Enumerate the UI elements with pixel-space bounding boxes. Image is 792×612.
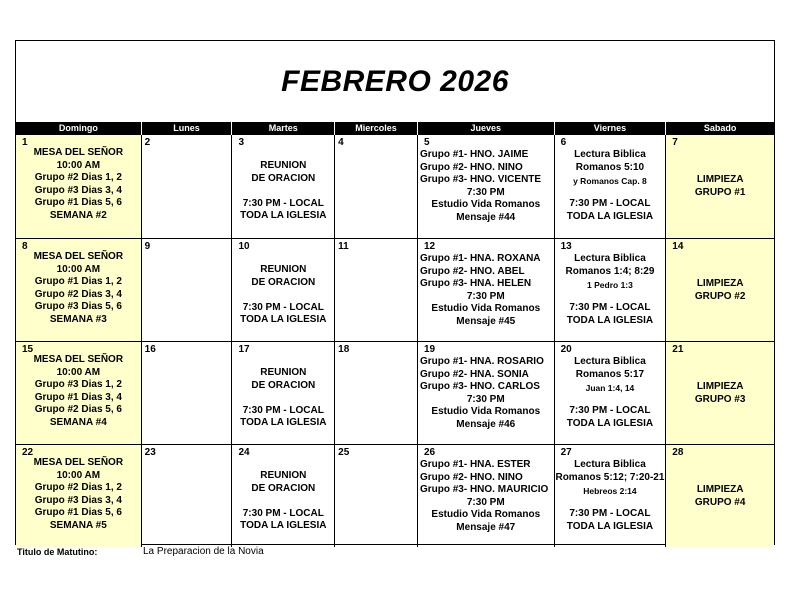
prayer-meeting-line: DE ORACION xyxy=(251,276,316,288)
sunday-line: Grupo #3 Dias 5, 6 xyxy=(34,301,122,312)
day-header-miercoles: Miercoles xyxy=(335,122,418,135)
day-number: 3 xyxy=(238,137,244,148)
day-number: 16 xyxy=(144,344,156,355)
day-cell[interactable] xyxy=(16,135,142,238)
sunday-line: Grupo #1 Dias 5, 6 xyxy=(34,197,122,208)
day-number: 18 xyxy=(338,344,350,355)
day-number: 2 xyxy=(144,137,151,148)
group-leader-line: Grupo #2- HNO. ABEL xyxy=(419,265,525,277)
sunday-line: 10:00 AM xyxy=(56,469,101,481)
reading-title: Lectura Biblica xyxy=(574,356,646,367)
prayer-meeting-line: TODA LA IGLESIA xyxy=(240,210,327,221)
group-leader-line: Grupo #1- HNO. JAIME xyxy=(419,149,529,160)
day-header-martes: Martes xyxy=(232,122,335,135)
day-cell[interactable] xyxy=(666,342,774,444)
day-header-sabado: Sabado xyxy=(703,123,737,133)
prayer-meeting-line: REUNION xyxy=(260,160,307,171)
day-number: 14 xyxy=(672,241,684,252)
sunday-line: Grupo #1 Dias 3, 4 xyxy=(34,391,122,403)
prayer-meeting-line: DE ORACION xyxy=(251,172,316,184)
day-cell[interactable] xyxy=(666,135,774,238)
day-number: 21 xyxy=(672,344,684,355)
sunday-line: SEMANA #2 xyxy=(49,209,107,221)
day-cell[interactable] xyxy=(666,239,774,341)
group-leader-line: Grupo #2- HNO. NINO xyxy=(419,471,523,483)
meeting-time: 7:30 PM xyxy=(466,290,505,302)
calendar-week xyxy=(16,341,774,444)
day-number: 9 xyxy=(144,241,151,252)
day-cell[interactable] xyxy=(666,445,774,547)
day-cell[interactable] xyxy=(335,342,418,444)
group-leader-line: Grupo #3- HNO. CARLOS xyxy=(419,381,540,393)
sunday-line: Grupo #2 Dias 1, 2 xyxy=(34,482,122,493)
day-cell[interactable] xyxy=(335,135,418,238)
sunday-line: Grupo #3 Dias 3, 4 xyxy=(34,494,122,506)
day-number: 15 xyxy=(22,344,34,355)
day-number: 7 xyxy=(672,137,678,148)
weekday-header xyxy=(16,122,774,135)
sunday-line: Grupo #3 Dias 1, 2 xyxy=(34,379,122,390)
cleaning-label: LIMPIEZA xyxy=(696,174,744,185)
sunday-line: SEMANA #3 xyxy=(49,313,107,325)
day-cell[interactable] xyxy=(232,445,335,547)
day-cell[interactable] xyxy=(418,445,555,547)
day-cell[interactable] xyxy=(555,239,667,341)
meeting-time: 7:30 PM - LOCAL xyxy=(569,302,651,313)
group-leader-line: Grupo #2- HNA. SONIA xyxy=(419,368,529,380)
reading-reference: Romanos 5:10 xyxy=(575,161,645,173)
day-cell[interactable] xyxy=(555,342,667,444)
day-number: 25 xyxy=(338,447,350,458)
meeting-audience: TODA LA IGLESIA xyxy=(566,417,654,429)
day-number: 12 xyxy=(423,241,436,252)
day-cell[interactable] xyxy=(335,445,418,547)
sunday-line: SEMANA #4 xyxy=(49,416,107,428)
day-cell[interactable] xyxy=(418,342,555,444)
meeting-time: 7:30 PM - LOCAL xyxy=(569,508,651,519)
meeting-audience: TODA LA IGLESIA xyxy=(566,520,654,532)
group-leader-line: Grupo #1- HNA. ROSARIO xyxy=(419,356,544,367)
day-number: 10 xyxy=(238,241,250,252)
group-leader-line: Grupo #2- HNO. NINO xyxy=(419,161,523,173)
day-number: 19 xyxy=(423,344,436,355)
day-number: 20 xyxy=(560,344,572,355)
reading-reference-2: Juan 1:4, 14 xyxy=(585,382,635,393)
calendar-grid xyxy=(16,135,774,547)
prayer-meeting-line: 7:30 PM - LOCAL xyxy=(242,301,324,313)
prayer-meeting-line: DE ORACION xyxy=(251,482,316,494)
prayer-meeting-line: REUNION xyxy=(260,264,307,275)
meeting-time: 7:30 PM xyxy=(466,393,505,405)
day-header-jueves: Jueves xyxy=(418,122,555,135)
day-number: 24 xyxy=(238,447,250,458)
day-header-viernes: Viernes xyxy=(555,122,667,135)
reading-title: Lectura Biblica xyxy=(574,149,646,160)
reading-reference-2: Hebreos 2:14 xyxy=(583,485,637,496)
group-leader-line: Grupo #3- HNA. HELEN xyxy=(419,278,532,290)
group-leader-line: Grupo #3- HNO. MAURICIO xyxy=(419,484,549,496)
day-number: 5 xyxy=(423,137,430,148)
footer-label: Titulo de Matutino: xyxy=(17,547,98,557)
study-title: Estudio Vida Romanos xyxy=(431,199,541,211)
prayer-meeting-line: REUNION xyxy=(260,470,307,481)
calendar-week xyxy=(16,444,774,547)
group-leader-line: Grupo #3- HNO. VICENTE xyxy=(419,174,542,186)
meeting-time: 7:30 PM - LOCAL xyxy=(569,405,651,416)
cleaning-label: LIMPIEZA xyxy=(696,381,744,392)
prayer-meeting-line: 7:30 PM - LOCAL xyxy=(242,404,324,416)
message-number: Mensaje #47 xyxy=(456,522,516,533)
day-header-domingo: Domingo xyxy=(16,122,142,135)
study-title: Estudio Vida Romanos xyxy=(431,406,541,418)
cleaning-group: GRUPO #4 xyxy=(694,496,746,508)
meeting-time: 7:30 PM xyxy=(466,186,505,198)
reading-title: Lectura Biblica xyxy=(574,459,646,470)
footer-value: La Preparacion de la Novia xyxy=(143,546,264,557)
day-cell[interactable] xyxy=(418,239,555,341)
day-number: 4 xyxy=(338,137,344,148)
day-cell[interactable] xyxy=(142,135,233,238)
study-title: Estudio Vida Romanos xyxy=(431,509,541,521)
reading-reference: Romanos 1:4; 8:29 xyxy=(565,265,655,277)
prayer-meeting-line: 7:30 PM - LOCAL xyxy=(242,507,324,519)
day-cell[interactable] xyxy=(232,135,335,238)
sunday-line: Grupo #2 Dias 1, 2 xyxy=(34,172,122,183)
sunday-line: Grupo #1 Dias 1, 2 xyxy=(34,276,122,287)
day-number: 1 xyxy=(22,137,28,148)
calendar-title: FEBRERO 2026 xyxy=(281,64,509,98)
cleaning-group: GRUPO #1 xyxy=(694,186,746,198)
day-cell[interactable] xyxy=(16,445,142,547)
day-number: 22 xyxy=(22,447,34,458)
reading-reference: Romanos 5:12; 7:20-21 xyxy=(555,471,665,483)
cleaning-label: LIMPIEZA xyxy=(696,484,744,495)
day-number: 8 xyxy=(22,241,28,252)
group-leader-line: Grupo #1- HNA. ESTER xyxy=(419,459,531,470)
sunday-line: Grupo #3 Dias 3, 4 xyxy=(34,184,122,196)
day-header-lunes: Lunes xyxy=(142,122,233,135)
sunday-line: 10:00 AM xyxy=(56,263,101,275)
message-number: Mensaje #46 xyxy=(456,419,516,430)
sunday-line: 10:00 AM xyxy=(56,366,101,378)
sunday-line: MESA DEL SEÑOR xyxy=(33,251,124,262)
study-title: Estudio Vida Romanos xyxy=(431,303,541,315)
sunday-line: MESA DEL SEÑOR xyxy=(33,147,124,158)
prayer-meeting-line: TODA LA IGLESIA xyxy=(240,520,327,531)
day-cell[interactable] xyxy=(232,239,335,341)
sunday-line: SEMANA #5 xyxy=(49,519,107,531)
day-number: 17 xyxy=(238,344,250,355)
meeting-audience: TODA LA IGLESIA xyxy=(566,210,654,222)
day-cell[interactable] xyxy=(142,342,233,444)
reading-reference-2: y Romanos Cap. 8 xyxy=(573,175,647,186)
cleaning-label: LIMPIEZA xyxy=(696,278,744,289)
day-cell[interactable] xyxy=(142,445,233,547)
day-cell[interactable] xyxy=(335,239,418,341)
calendar-week xyxy=(16,135,774,238)
day-cell[interactable] xyxy=(16,342,142,444)
sunday-line: Grupo #1 Dias 5, 6 xyxy=(34,507,122,518)
prayer-meeting-line: TODA LA IGLESIA xyxy=(240,314,327,325)
day-cell[interactable] xyxy=(142,239,233,341)
meeting-time: 7:30 PM - LOCAL xyxy=(569,198,651,209)
prayer-meeting-line: 7:30 PM - LOCAL xyxy=(242,197,324,209)
sunday-line: Grupo #2 Dias 3, 4 xyxy=(34,288,122,300)
message-number: Mensaje #45 xyxy=(456,316,516,327)
day-cell[interactable] xyxy=(418,135,555,238)
sunday-line: Grupo #2 Dias 5, 6 xyxy=(34,404,122,415)
sunday-line: 10:00 AM xyxy=(56,159,101,171)
day-cell[interactable] xyxy=(555,445,667,547)
meeting-time: 7:30 PM xyxy=(466,496,505,508)
day-number: 23 xyxy=(144,447,156,458)
prayer-meeting-line: TODA LA IGLESIA xyxy=(240,417,327,428)
day-cell[interactable] xyxy=(555,135,667,238)
calendar xyxy=(15,40,775,545)
day-number: 27 xyxy=(560,447,572,458)
reading-title: Lectura Biblica xyxy=(574,253,646,264)
prayer-meeting-line: REUNION xyxy=(260,367,307,378)
meeting-audience: TODA LA IGLESIA xyxy=(566,314,654,326)
day-cell[interactable] xyxy=(232,342,335,444)
sunday-line: MESA DEL SEÑOR xyxy=(33,354,124,365)
cleaning-group: GRUPO #2 xyxy=(694,290,746,302)
day-number: 11 xyxy=(338,241,349,252)
calendar-week xyxy=(16,238,774,341)
group-leader-line: Grupo #1- HNA. ROXANA xyxy=(419,253,541,264)
reading-reference: Romanos 5:17 xyxy=(575,368,645,380)
prayer-meeting-line: DE ORACION xyxy=(251,379,316,391)
sunday-line: MESA DEL SEÑOR xyxy=(33,457,124,468)
day-number: 6 xyxy=(560,137,567,148)
reading-reference-2: 1 Pedro 1:3 xyxy=(587,279,633,290)
day-number: 13 xyxy=(560,241,572,252)
day-number: 28 xyxy=(672,447,684,458)
cleaning-group: GRUPO #3 xyxy=(694,393,746,405)
day-cell[interactable] xyxy=(16,239,142,341)
message-number: Mensaje #44 xyxy=(456,212,516,223)
day-number: 26 xyxy=(423,447,436,458)
